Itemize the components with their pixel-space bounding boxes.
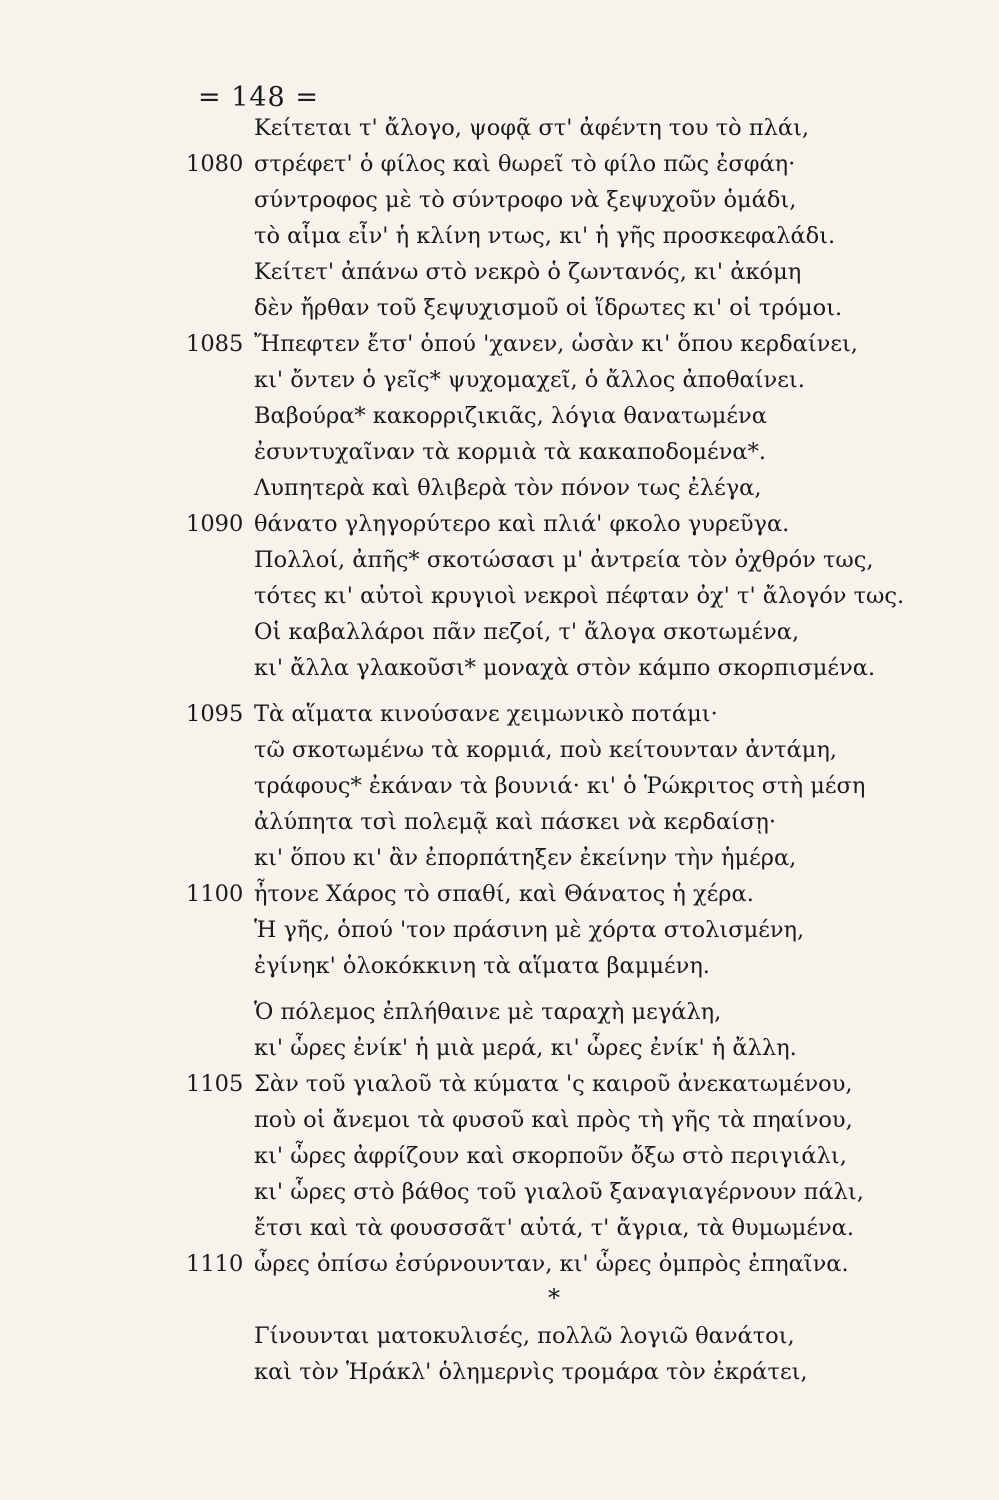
verse-text: Τὰ αἵματα κινούσανε χειμωνικὸ ποτάμι·: [254, 701, 718, 727]
line-number: 1110: [186, 1251, 244, 1277]
verse-text: ἐγίνηκ' ὁλοκόκκινη τὰ αἵματα βαμμένη.: [254, 953, 710, 979]
verse-text: Ἡ γῆς, ὁπού 'τον πράσινη μὲ χόρτα στολισμένη,: [254, 917, 805, 943]
verse-text: κι' ὄντεν ὁ γεῖς* ψυχομαχεῖ, ὁ ἄλλος ἀποθαίνει.: [254, 367, 805, 393]
verse-text: Βαβούρα* κακορριζικιᾶς, λόγια θανατωμένα: [254, 403, 767, 429]
line-number: 1090: [186, 511, 244, 537]
verse-text: ἔτσι καὶ τὰ φουσσσᾶτ' αὐτά, τ' ἄγρια, τὰ θυμωμένα.: [254, 1215, 854, 1241]
verse-text: κι' ὧρες στὸ βάθος τοῦ γιαλοῦ ξαναγιαγέρνουν πάλι,: [254, 1179, 864, 1205]
verse-text: Ἤπεφτεν ἔτσ' ὁπού 'χανεν, ὡσὰν κι' ὅπου κερδαίνει,: [254, 331, 858, 357]
verse-text: ἀλύπητα τσὶ πολεμᾷ καὶ πάσκει νὰ κερδαίσῃ·: [254, 809, 776, 835]
verse-text: Λυπητερὰ καὶ θλιβερὰ τὸν πόνον τως ἐλέγα,: [254, 475, 762, 501]
verse-text: δὲν ἤρθαν τοῦ ξεψυχισμοῦ οἱ ἵδρωτες κι' οἱ τρόμοι.: [254, 295, 843, 321]
verse-text: τὸ αἷμα εἶν' ἡ κλίνη ντως, κι' ἡ γῆς προσκεφαλάδι.: [254, 223, 836, 249]
line-number: 1080: [186, 151, 244, 177]
verse-text: Γίνουνται ματοκυλισές, πολλῶ λογιῶ θανάτοι,: [254, 1323, 795, 1349]
verse-text: καὶ τὸν Ἡράκλ' ὁλημερνὶς τρομάρα τὸν ἐκράτει,: [254, 1359, 808, 1385]
verse-text: Οἱ καβαλλάροι πᾶν πεζοί, τ' ἄλογα σκοτωμένα,: [254, 619, 800, 645]
line-number: 1095: [186, 701, 244, 727]
verse-text: κι' ἄλλα γλακοῦσι* μοναχὰ στὸν κάμπο σκορπισμένα.: [254, 655, 876, 681]
verse-text: ὧρες ὀπίσω ἐσύρνουνταν, κι' ὧρες ὀμπρὸς ἐπηαῖνα.: [254, 1251, 849, 1277]
verse-text: τράφους* ἐκάναν τὰ βουνιά· κι' ὁ Ῥώκριτος στὴ μέση: [254, 773, 866, 799]
verse-text: κι' ὅπου κι' ἂν ἐπορπάτηξεν ἐκείνην τὴν ἡμέρα,: [254, 845, 797, 871]
verse-text: Σὰν τοῦ γιαλοῦ τὰ κύματα 'ς καιροῦ ἀνεκατωμένου,: [254, 1071, 853, 1097]
verse-text: ἦτονε Χάρος τὸ σπαθί, καὶ Θάνατος ἡ χέρα.: [254, 881, 754, 907]
verse-text: Ὁ πόλεμος ἐπλήθαινε μὲ ταραχὴ μεγάλη,: [254, 999, 722, 1025]
verse-text: κι' ὧρες ἐνίκ' ἡ μιὰ μερά, κι' ὧρες ἐνίκ' ἡ ἄλλη.: [254, 1035, 797, 1061]
verse-text: ἐσυντυχαῖναν τὰ κορμιὰ τὰ κακαποδομένα*.: [254, 439, 766, 465]
verse-text: θάνατο γληγορύτερο καὶ πλιά' φκολο γυρεῦγα.: [254, 511, 790, 537]
verse-text: Πολλοί, ἀπῆς* σκοτώσασι μ' ἀντρεία τὸν ὀχθρόν τως,: [254, 547, 874, 573]
line-number: 1085: [186, 331, 244, 357]
line-number: 1105: [186, 1071, 244, 1097]
verse-text: Κείτεται τ' ἄλογο, ψοφᾷ στ' ἀφέντη του τὸ πλάι,: [254, 115, 810, 141]
verse-text: Κείτετ' ἀπάνω στὸ νεκρὸ ὁ ζωντανός, κι' ἀκόμη: [254, 259, 802, 285]
verse-text: στρέφετ' ὁ φίλος καὶ θωρεῖ τὸ φίλο πῶς ἐσφάη·: [254, 151, 796, 177]
verse-text: σύντροφος μὲ τὸ σύντροφο νὰ ξεψυχοῦν ὁμάδι,: [254, 187, 797, 213]
verse-text: τότες κι' αὐτοὶ κρυγιοὶ νεκροὶ πέφταν ὀχ' τ' ἄλογόν τως.: [254, 583, 905, 609]
verse-text: τῶ σκοτωμένω τὰ κορμιά, ποὺ κείτουνταν ἀντάμη,: [254, 737, 838, 763]
verse-text: ποὺ οἱ ἄνεμοι τὰ φυσοῦ καὶ πρὸς τὴ γῆς τὰ πηαίνου,: [254, 1107, 853, 1133]
page-number: = 148 =: [198, 82, 319, 113]
section-separator: *: [548, 1284, 560, 1312]
line-number: 1100: [186, 881, 244, 907]
verse-text: κι' ὧρες ἀφρίζουν καὶ σκορποῦν ὄξω στὸ περιγιάλι,: [254, 1143, 847, 1169]
